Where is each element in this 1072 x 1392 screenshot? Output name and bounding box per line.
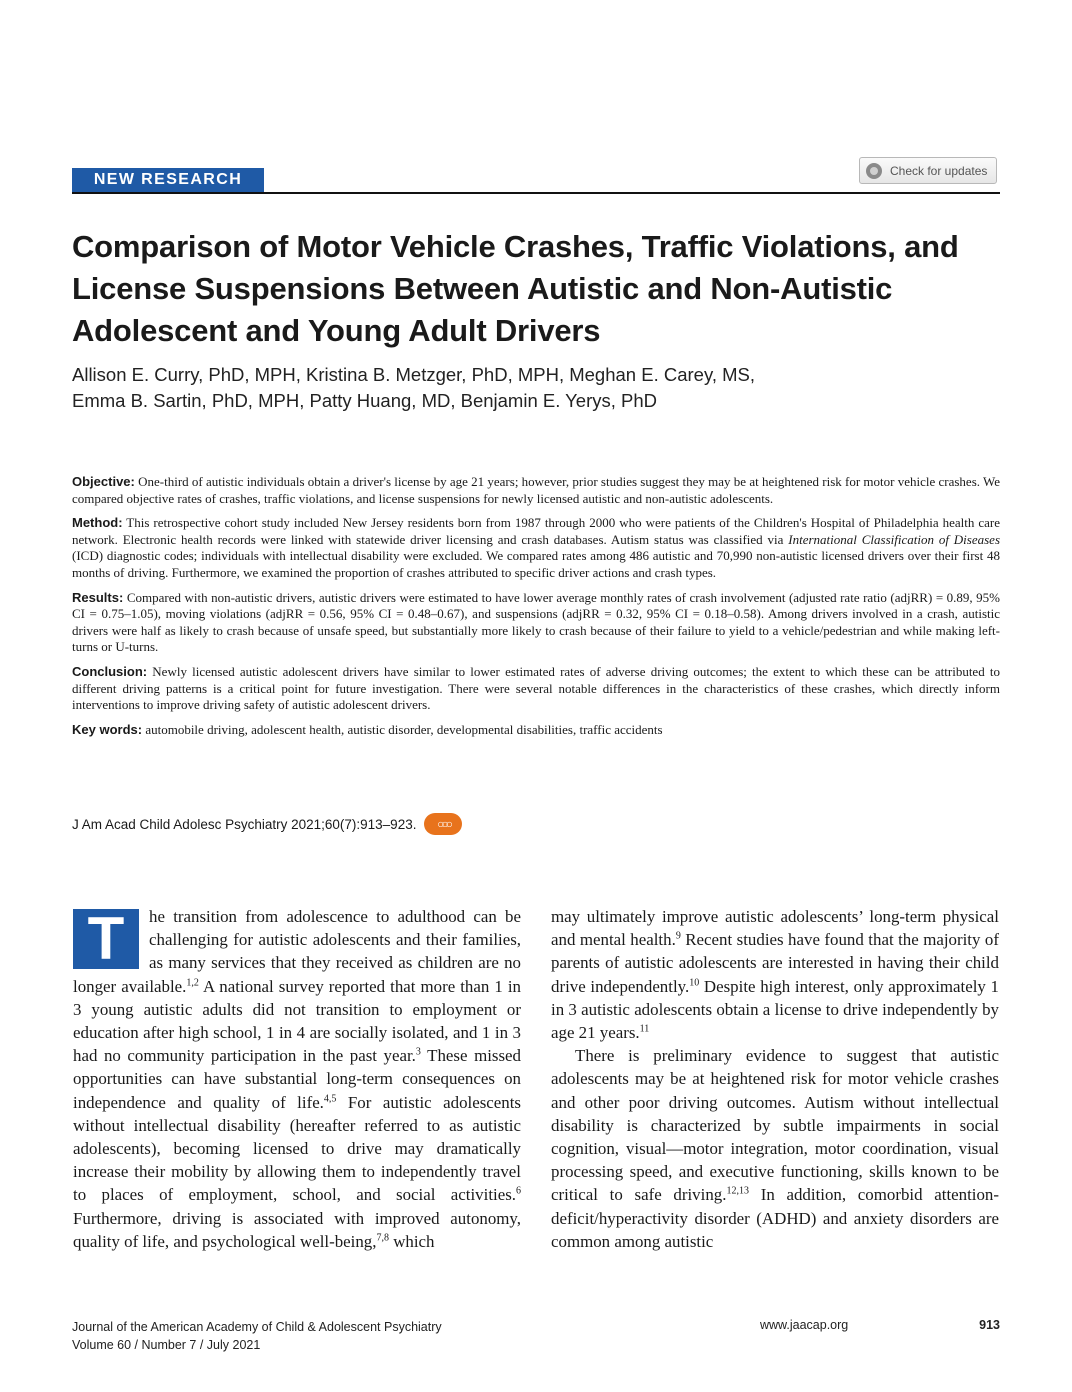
citation-ref[interactable]: 12,13	[726, 1185, 749, 1197]
citation-text: J Am Acad Child Adolesc Psychiatry 2021;60(7):913–923.	[72, 816, 417, 832]
citation-ref[interactable]: 7,8	[376, 1232, 389, 1244]
page-number: 913	[979, 1318, 1000, 1332]
citation-ref[interactable]: 10	[689, 976, 700, 988]
intro-text-1: he transition from adolescence to adulthood can be challenging for autistic adolescents and their families, as many services that they received as children are no longer available.	[73, 907, 521, 996]
open-access-icon[interactable]: ○○○	[424, 813, 462, 835]
citation-ref[interactable]: 4,5	[323, 1093, 337, 1104]
drop-cap: T	[73, 909, 139, 969]
abstract-keywords	[72, 722, 1000, 739]
citation-line	[72, 810, 462, 838]
check-for-updates-label: Check for updates	[890, 163, 988, 178]
header-rule	[72, 192, 1000, 194]
body-text: Despite high interest, only approximately 1 in 3 autistic adolescents obtain a license to drive independently by age 21 years.	[551, 976, 999, 1043]
intro-text-5: Furthermore, driving is associated with improved autonomy, quality of life, and psychological well-being,	[73, 1208, 521, 1251]
method-italic: International Classification of Diseases	[788, 531, 1000, 547]
citation-ref[interactable]: 3	[415, 1046, 421, 1058]
body-text: Recent studies have found that the majority of parents of autistic adolescents are interested in having their child drive independently.	[551, 930, 999, 996]
abstract-method	[72, 515, 1000, 581]
body-text: may ultimately improve autistic adolescents’ long-term physical and mental health.	[551, 907, 999, 950]
body-paragraph-2	[551, 1044, 999, 1253]
method-label: Method:	[72, 515, 123, 531]
citation-ref[interactable]: 6	[516, 1185, 521, 1197]
abstract-results	[72, 590, 1000, 656]
article-title: Comparison of Motor Vehicle Crashes, Traffic Violations, and License Suspensions Between Autistic and Non-Autistic Adolescent and Young Adult Drivers	[72, 229, 959, 348]
conclusion-label: Conclusion:	[72, 663, 148, 679]
citation-ref[interactable]: 9	[675, 930, 681, 942]
results-label: Results:	[72, 589, 124, 605]
crossmark-icon	[866, 163, 882, 179]
citation-ref[interactable]: 1,2	[186, 976, 199, 988]
intro-paragraph	[73, 905, 521, 1253]
results-text: Compared with non-autistic drivers, autistic drivers were estimated to have lower average monthly rates of crash involvement (adjusted rate ratio (adjRR) = 0.89, 95% CI = 0.75–1.05), moving violations (adjRR = 0.56, 95% CI = 0.48–0.67), and suspensions (adjRR = 0.32, 95% CI = 0.18–0.58). Among drivers involved in a crash, autistic drivers were half as likely to crash because of unsafe speed, but substantially more likely to crash because of their failure to yield to a vehicle/pedestrian and while making left-turns or U-turns.	[72, 589, 1000, 655]
objective-label: Objective:	[72, 474, 135, 489]
objective-text: One-third of autistic individuals obtain a driver's license by age 21 years; however, prior studies suggest they may be at heightened risk for motor vehicle crashes. We compared objective rates of crashes, traffic violations, and license suspensions for newly licensed autistic and non-autistic adolescents.	[72, 474, 1001, 506]
keywords-label: Key words:	[72, 721, 143, 737]
method-text-1: This retrospective cohort study included New Jersey residents born from 1987 through 2000 who were patients of the Children's Hospital of Philadelphia health care network. Electronic health records were linked with statewide driver licensing and crash databases. Autism status was classified via	[72, 515, 1000, 547]
section-tag: NEW RESEARCH	[72, 168, 264, 192]
intro-text-6: which	[388, 1231, 435, 1251]
footer-journal-name: Journal of the American Academy of Child & Adolescent Psychiatry	[72, 1320, 442, 1334]
abstract-conclusion	[72, 664, 1000, 714]
body-column-right	[551, 905, 999, 1253]
citation-ref[interactable]: 11	[639, 1023, 650, 1035]
abstract	[72, 474, 1000, 746]
author-line-1: Allison E. Curry, PhD, MPH, Kristina B. Metzger, PhD, MPH, Meghan E. Carey, MS,	[72, 364, 755, 385]
method-text-2: (ICD) diagnostic codes; individuals with intellectual disability were excluded. We compared rates among 486 autistic and 70,990 non-autistic licensed drivers over their first 48 months of driving. Furthermore, we examined the proportion of crashes attributed to specific driver actions and crash types.	[72, 548, 1000, 580]
author-list	[72, 362, 972, 414]
author-line-2: Emma B. Sartin, PhD, MPH, Patty Huang, MD, Benjamin E. Yerys, PhD	[72, 390, 658, 411]
keywords-text: automobile driving, adolescent health, autistic disorder, developmental disabilities, traffic accidents	[145, 721, 663, 737]
body-paragraph-1	[551, 905, 999, 1044]
body-column-left	[73, 905, 521, 1253]
body-text: There is preliminary evidence to suggest that autistic adolescents may be at heightened risk for motor vehicle crashes and other poor driving outcomes. Autism without intellectual disability is characterized by subtle impairments in social cognition, visual—motor integration, motor coordination, visual processing speed, and executive functioning, skills known to be critical to safe driving.	[551, 1046, 999, 1205]
footer-url-link[interactable]: www.jaacap.org	[760, 1318, 849, 1332]
abstract-objective	[72, 474, 1000, 507]
intro-text-2: A national survey reported that more than 1 in 3 young autistic adults did not transition to employment or education after high school, 1 in 4 are socially isolated, and 1 in 3 had no community participation in the past year.	[73, 976, 521, 1066]
intro-text-4: For autistic adolescents without intellectual disability (hereafter referred to as autistic adolescents), becoming licensed to drive may dramatically increase their mobility by allowing them to independently travel to places of employment, school, and social activities.	[73, 1092, 521, 1205]
conclusion-text: Newly licensed autistic adolescent drivers have similar to lower estimated rates of adverse driving outcomes; the extent to which these can be attributed to different driving patterns is a critical point for future investigation. There were several notable differences in the characteristics of these crashes, which directly inform interventions to improve driving safety of autistic adolescent drivers.	[72, 663, 1000, 713]
intro-text-3: These missed opportunities can have substantial long-term consequences on independence and quality of life.	[73, 1046, 521, 1112]
body-text: In addition, comorbid attention-deficit/hyperactivity disorder (ADHD) and anxiety disorders are common among autistic	[551, 1185, 1000, 1251]
footer-journal-info	[72, 1318, 442, 1354]
footer-issue: Volume 60 / Number 7 / July 2021	[72, 1338, 261, 1352]
check-for-updates-button[interactable]	[859, 157, 997, 184]
